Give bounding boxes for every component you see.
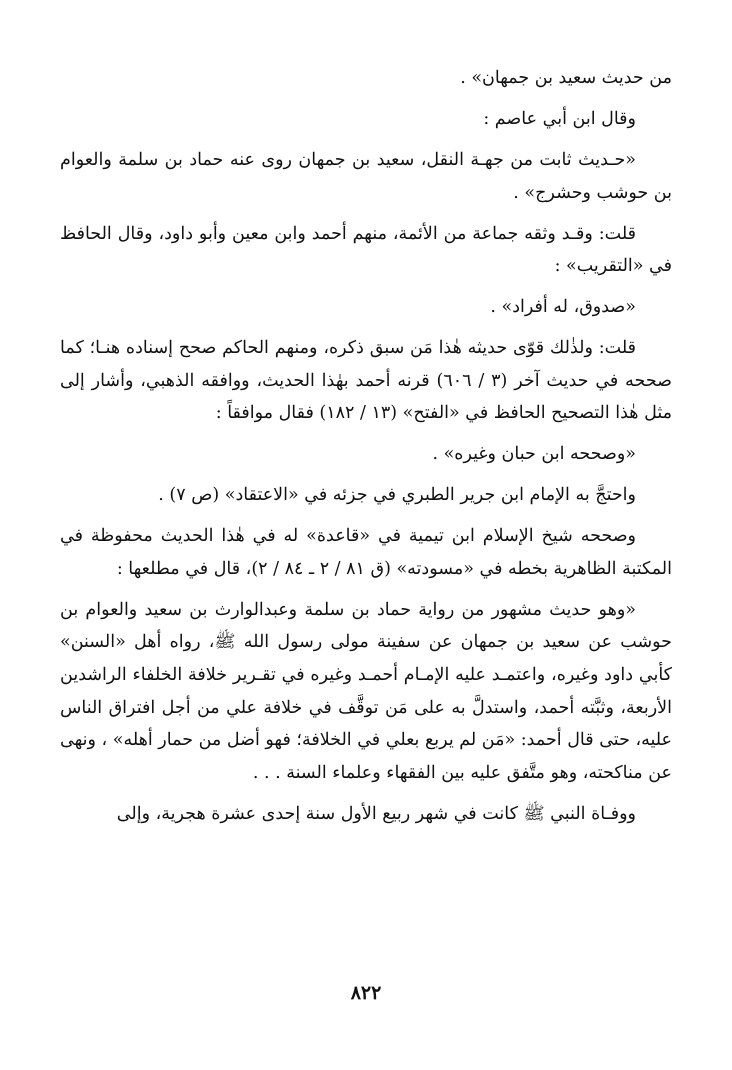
paragraph-continuation: من حديث سعيد بن جمهان» . — [460, 68, 672, 88]
paragraph-tabari: واحتجَّ به الإمام ابن جرير الطبري في جزئه في «الاعتقاد» (ص ٧) . — [158, 485, 636, 506]
paragraph-quote-ibn-taymiyyah: «وهو حديث مشهور من رواية حماد بن سلمة وعبدالوارث بن سعيد والعوام بن حوشب عن سعيد بن جمهان عن سفينة مولى رسول الله ﷺ، رواه أهل «السنن» كأبي داود وغيره، واعتمـد عليه الإمـام أحمـد وغيره في تقـرير خلافة الخلفاء الراشدين الأربعة، وثبَّته أحمد، واستدلَّ به على مَن توقَّف في خلافة علي من أجل افتراق الناس عليه، حتى قال أحمد: «مَن لم يربع بعلي في الخلافة؛ فهو أضل من حمار أهله» ، ونهى عن مناكحته، وهو متَّفق عليه بين الفقهاء وعلماء السنة . . . — [60, 599, 672, 783]
paragraph-ibn-abi-asim: وقال ابن أبي عاصم : — [483, 108, 636, 129]
page-number: ٨٢٢ — [350, 982, 382, 1004]
paragraph-quote-hadith-thabit: «حـديث ثابت من جهـة النقل، سعيد بن جمهان روى عنه حماد بن سلمة والعوام بن حوشب وحشرج» . — [60, 149, 672, 203]
body-text — [60, 62, 672, 839]
paragraph-hakim-tashih: قلت: ولذٰلك قوّى حديثه هٰذا مَن سبق ذكره، ومنهم الحاكم صحح إسناده هنـا؛ كما صححه في حديث آخر (٣ / ٦٠٦) قرنه أحمد بهٰذا الحديث، ووافقه الذهبي، وأشار إلى مثل هٰذا التصحيح الحافظ في «الفتح» (١٣ / ١٨٢) فقال موافقاً : — [60, 338, 672, 424]
paragraph-ibn-taymiyyah: وصححه شيخ الإسلام ابن تيمية في «قاعدة» له في هٰذا الحديث محفوظة في المكتبة الظاهرية بخطه في «مسودته» (ق ٨١ / ٢ ـ ٨٤ / ٢)، قال في مطلعها : — [60, 526, 672, 579]
paragraph-quote-ibn-hibban: «وصححه ابن حبان وغيره» . — [432, 444, 636, 465]
paragraph-wafat-nabi: ووفـاة النبي ﷺ كانت في شهر ربيع الأول سنة إحدى عشرة هجرية، وإلى — [116, 803, 636, 824]
paragraph-tawthiq: قلت: وقـد وثقه جماعة من الأئمة، منهم أحمد وابن معين وأبو داود، وقال الحافظ في «التقريب» : — [60, 223, 672, 277]
paragraph-quote-saduq: «صدوق، له أفراد» . — [490, 297, 636, 318]
